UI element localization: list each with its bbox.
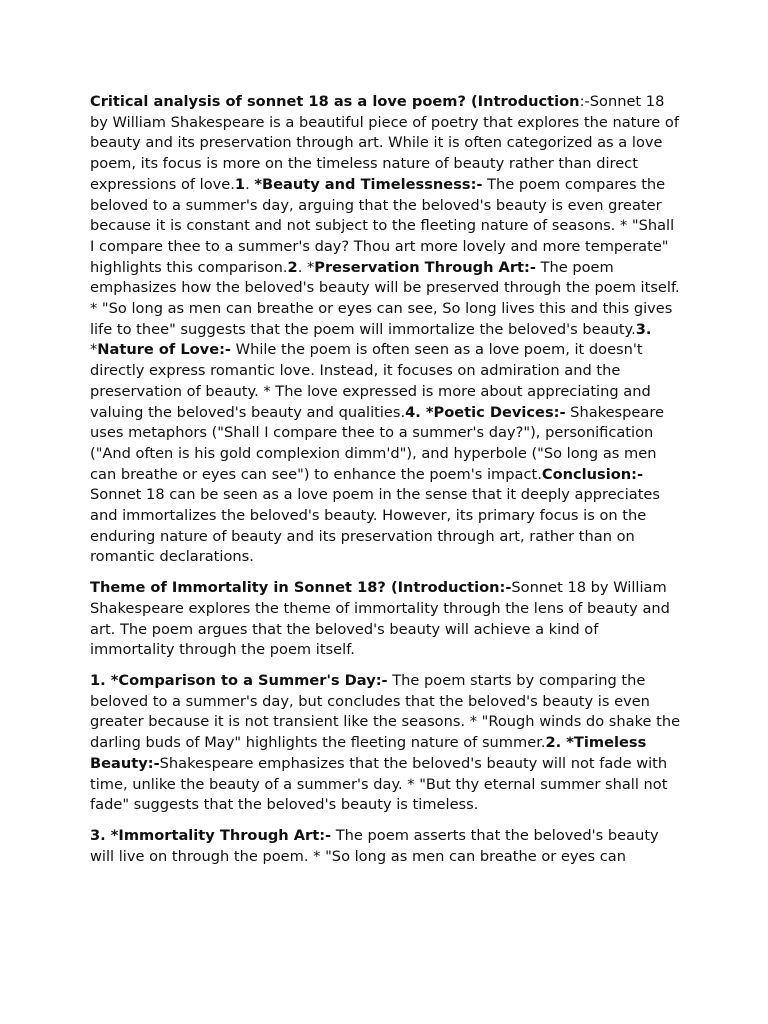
paragraph-love-poem-analysis [90, 92, 682, 568]
heading-run: Nature of Love:- [97, 341, 231, 359]
heading-run: Critical analysis of sonnet 18 as a love poem? (Introduction [90, 93, 580, 110]
text-run: The poem starts by comparing the beloved to a summer's day, but concludes that the beloved's beauty is even greater because it is not transient like the seasons. * "Rough winds do shake the darling buds of May" highlights the fleeting nature of summer. [90, 671, 681, 752]
heading-run: 1. *Comparison to a Summer's Day:- [90, 671, 388, 689]
heading-run: 3. *Immortality Through Art:- [90, 826, 332, 844]
document-page [90, 92, 682, 877]
paragraph-immortality-through-art [90, 826, 682, 867]
heading-run: 2 [287, 258, 298, 276]
text-run: Sonnet 18 can be seen as a love poem in the sense that it deeply appreciates and immortalizes the beloved's beauty. However, its primary focus is on the enduring nature of beauty and its preservation through art, rather than on romantic declarations. [90, 486, 660, 566]
heading-run: Conclusion:- [541, 465, 644, 483]
text-run: . [245, 175, 255, 193]
text-run: * [90, 341, 98, 359]
heading-run: 2. *Timeless Beauty:- [90, 734, 647, 772]
heading-run: Theme of Immortality in Sonnet 18? (Introduction:- [90, 579, 512, 597]
text-run: Sonnet 18 by William Shakespeare explores the theme of immortality through the lens of beauty and art. The poem argues that the beloved's beauty will achieve a kind of immortality through the poem itself. [90, 579, 670, 659]
text-run: . * [297, 258, 315, 276]
text-run: While the poem is often seen as a love poem, it doesn't directly express romantic love. Instead, it focuses on admiration and the preservation of beauty. * The love expressed is more about appreciating and valuing the beloved's beauty and qualities. [90, 341, 651, 421]
paragraph-immortality-intro [90, 578, 682, 661]
text-run: :-Sonnet 18 by William Shakespeare is a beautiful piece of poetry that explores the nature of beauty and its preservation through art. While it is often categorized as a love poem, its focus is more on the timeless nature of beauty rather than direct expressions of love. [90, 93, 679, 193]
heading-run: Preservation Through Art:- [314, 258, 536, 276]
text-run: The poem emphasizes how the beloved's beauty will be preserved through the poem itself. * "So long as men can breathe or eyes can see, So long lives this and this gives life to thee" suggests that the poem will immortalize the beloved's beauty. [90, 258, 680, 338]
heading-run: 1 [234, 175, 246, 193]
text-run: The poem compares the beloved to a summer's day, arguing that the beloved's beauty is even greater because it is constant and not subject to the fleeting nature of seasons. * "Shall I compare thee to a summer's day? Thou art more lovely and more temperate" highlights this comparison. [90, 175, 675, 276]
text-run: Shakespeare emphasizes that the beloved's beauty will not fade with time, unlike the beauty of a summer's day. * "But thy eternal summer shall not fade" suggests that the beloved's beauty is timeless. [90, 754, 668, 814]
text-run: The poem asserts that the beloved's beauty will live on through the poem. * "So long as men can breathe or eyes can [90, 826, 659, 865]
heading-run: 4. *Poetic Devices:- [405, 403, 566, 421]
paragraph-summer-comparison [90, 671, 682, 816]
heading-run: *Beauty and Timelessness:- [254, 175, 483, 193]
text-run: Shakespeare uses metaphors ("Shall I compare thee to a summer's day?"), personification ("And often is his gold complexion dimm'd"), and hyperbole ("So long as men can breathe or eyes can see") to enhance the poem's impact. [90, 403, 664, 483]
heading-run: 3. [635, 320, 652, 338]
